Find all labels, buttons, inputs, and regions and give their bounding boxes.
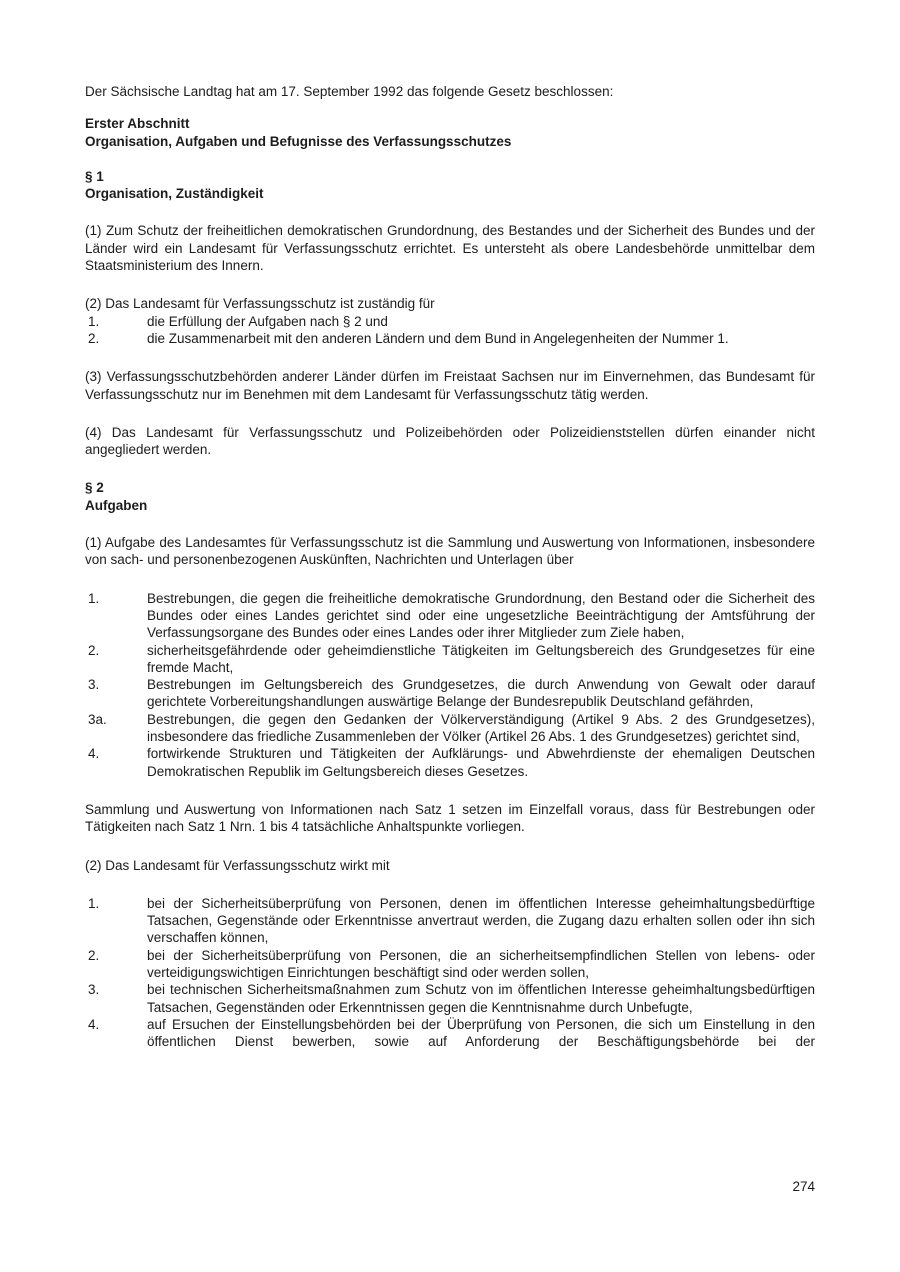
- article-1-paragraph-2-list: [85, 313, 815, 348]
- page-content: [85, 83, 815, 1050]
- list-item-number: 1.: [88, 590, 100, 606]
- list-item-number: 3.: [88, 677, 100, 693]
- list-item-text: Bestrebungen, die gegen die freiheitliche demokratische Grundordnung, den Bestand oder die Sicherheit des Bundes oder eines Landes gerichtet sind oder eine ungesetzliche Beeinträchtigung der Amtsführung der Verfassungsorgane des Bundes oder eines Landes oder ihrer Mitglieder zum Ziele haben,: [147, 590, 815, 641]
- article-2-number: § 2: [85, 480, 104, 496]
- list-item: [85, 947, 815, 982]
- article-1-paragraph-1: (1) Zum Schutz der freiheitlichen demokratischen Grundordnung, des Bestandes und der Sicherheit des Bundes und der Länder wird ein Landesamt für Verfassungsschutz errichtet. Es untersteht als obere Landesbehörde unmittelbar dem Staatsministerium des Innern.: [85, 223, 815, 274]
- article-1-number: § 1: [85, 168, 104, 184]
- list-item: [85, 895, 815, 947]
- list-item-text: bei technischen Sicherheitsmaßnahmen zum Schutz von im öffentlichen Interesse geheimhaltungsbedürftigen Tatsachen, Gegenständen oder Erkenntnissen gegen die Kenntnisnahme durch Unbefugte,: [147, 982, 815, 1015]
- list-item-number: 2.: [88, 330, 100, 346]
- list-item: [85, 711, 815, 746]
- list-item-number: 1.: [88, 895, 100, 911]
- article-2-paragraph-1-intro: (1) Aufgabe des Landesamtes für Verfassungsschutz ist die Sammlung und Auswertung von Informationen, insbesondere von sach- und personenbezogenen Auskünften, Nachrichten und Unterlagen über: [85, 535, 815, 568]
- list-item-text: fortwirkende Strukturen und Tätigkeiten der Aufklärungs- und Abwehrdienste der ehemaligen Deutschen Demokratischen Republik im Geltungsbereich dieses Gesetzes.: [147, 746, 815, 779]
- article-2-title: Aufgaben: [85, 497, 148, 513]
- list-item-text: die Zusammenarbeit mit den anderen Ländern und dem Bund in Angelegenheiten der Nummer 1.: [147, 330, 729, 346]
- list-item: [85, 330, 815, 347]
- list-item-number: 4.: [88, 746, 100, 762]
- list-item-number: 2.: [88, 947, 100, 963]
- list-item-text: Bestrebungen im Geltungsbereich des Grundgesetzes, die durch Anwendung von Gewalt oder darauf gerichtete Vorbereitungshandlungen auswärtige Belange der Bundesrepublik Deutschland gefährden,: [147, 677, 815, 710]
- list-item-text: sicherheitsgefährdende oder geheimdienstliche Tätigkeiten im Geltungsbereich des Grundgesetzes für eine fremde Macht,: [147, 642, 815, 675]
- article-2-paragraph-1-list: [85, 590, 815, 780]
- page-number: 274: [792, 1179, 815, 1194]
- list-item: [85, 642, 815, 677]
- article-2-paragraph-2-list: [85, 895, 815, 1051]
- list-item-number: 1.: [88, 313, 100, 329]
- list-item-text: die Erfüllung der Aufgaben nach § 2 und: [147, 313, 388, 329]
- article-1-paragraph-4: (4) Das Landesamt für Verfassungsschutz und Polizeibehörden oder Polizeidienststellen dürfen einander nicht angegliedert werden.: [85, 424, 815, 458]
- list-item: [85, 676, 815, 711]
- article-1-paragraph-3: (3) Verfassungsschutzbehörden anderer Länder dürfen im Freistaat Sachsen nur im Einvernehmen, das Bundesamt für Verfassungsschutz nur im Benehmen mit dem Landesamt für Verfassungsschutz tätig werden.: [85, 369, 815, 402]
- list-item: [85, 745, 815, 780]
- article-2-paragraph-2-intro: (2) Das Landesamt für Verfassungsschutz wirkt mit: [85, 857, 390, 873]
- section-heading-subtitle: Organisation, Aufgaben und Befugnisse des Verfassungsschutzes: [85, 133, 512, 149]
- list-item-text: bei der Sicherheitsüberprüfung von Personen, denen im öffentlichen Interesse geheimhaltungsbedürftige Tatsachen, Gegenstände oder Erkenntnisse anvertraut werden, die Zugang dazu erhalten sollen oder ihn sich verschaffen können,: [147, 895, 815, 946]
- article-2-heading: [85, 479, 815, 514]
- article-2-paragraph-1-closing: Sammlung und Auswertung von Informationen nach Satz 1 setzen im Einzelfall voraus, dass für Bestrebungen oder Tätigkeiten nach Satz 1 Nrn. 1 bis 4 tatsächliche Anhaltspunkte vorliegen.: [85, 801, 815, 835]
- list-item: [85, 313, 815, 330]
- list-item-number: 3.: [88, 982, 100, 998]
- article-1-paragraph-2-intro: (2) Das Landesamt für Verfassungsschutz ist zuständig für: [85, 296, 435, 312]
- enactment-clause: Der Sächsische Landtag hat am 17. September 1992 das folgende Gesetz beschlossen:: [85, 84, 614, 99]
- article-1-title: Organisation, Zuständigkeit: [85, 186, 264, 202]
- list-item-number: 3a.: [88, 711, 107, 727]
- section-heading: [85, 115, 815, 150]
- list-item-text: Bestrebungen, die gegen den Gedanken der Völkerverständigung (Artikel 9 Abs. 2 des Grundgesetzes), insbesondere das friedliche Zusammenleben der Völker (Artikel 26 Abs. 1 des Grundgesetzes) gerichtet sind,: [147, 711, 815, 745]
- list-item: [85, 1016, 815, 1051]
- list-item: [85, 981, 815, 1016]
- list-item-number: 2.: [88, 642, 100, 658]
- list-item-text: auf Ersuchen der Einstellungsbehörden bei der Überprüfung von Personen, die sich um Einstellung in den öffentlichen Dienst bewerben, sowie auf Anforderung der Beschäftigungsbehörde bei der: [147, 1016, 815, 1050]
- list-item: [85, 590, 815, 642]
- list-item-number: 4.: [88, 1016, 100, 1032]
- section-heading-title: Erster Abschnitt: [85, 116, 190, 132]
- list-item-text: bei der Sicherheitsüberprüfung von Personen, die an sicherheitsempfindlichen Stellen von lebens- oder verteidigungswichtigen Einrichtungen beschäftigt sind oder werden sollen,: [147, 947, 815, 980]
- article-1-heading: [85, 168, 815, 203]
